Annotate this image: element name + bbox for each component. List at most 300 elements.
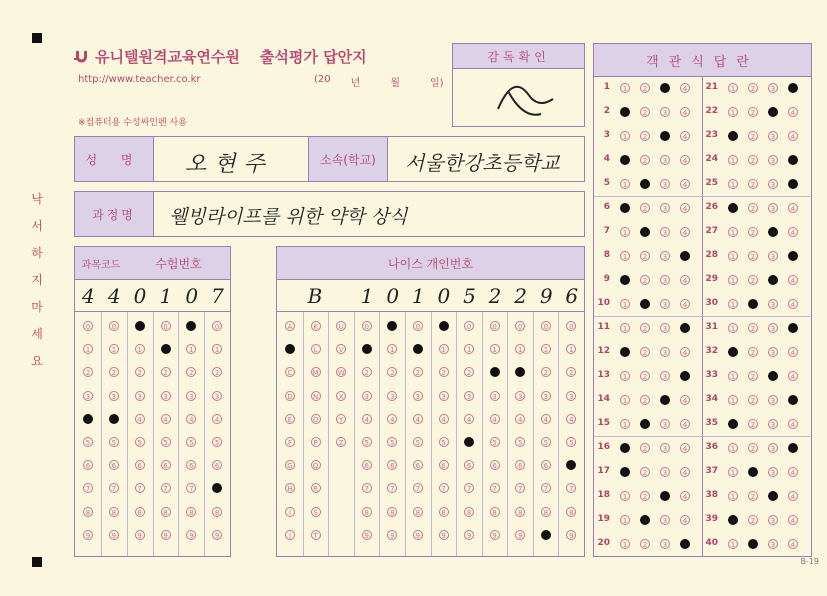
answer-bubble[interactable] xyxy=(620,443,630,453)
answer-bubble[interactable] xyxy=(768,491,778,501)
answer-bubble[interactable] xyxy=(439,321,449,331)
answer-bubble[interactable]: 0 xyxy=(541,321,551,331)
answer-bubble[interactable] xyxy=(680,371,690,381)
answer-bubble[interactable]: 4 xyxy=(680,299,690,309)
answer-bubble[interactable]: C xyxy=(285,367,295,377)
answer-bubble[interactable]: 2 xyxy=(748,419,758,429)
answer-bubble[interactable]: 1 xyxy=(620,131,630,141)
answer-bubble[interactable]: 6 xyxy=(387,460,397,470)
answer-bubble[interactable]: 7 xyxy=(362,483,372,493)
answer-bubble[interactable] xyxy=(680,251,690,261)
answer-bubble[interactable]: 3 xyxy=(135,391,145,401)
answer-bubble[interactable]: 6 xyxy=(490,460,500,470)
answer-bubble[interactable]: D xyxy=(285,391,295,401)
answer-bubble[interactable]: 3 xyxy=(768,131,778,141)
answer-bubble[interactable]: 1 xyxy=(728,491,738,501)
answer-bubble[interactable]: 7 xyxy=(161,483,171,493)
answer-bubble[interactable]: 2 xyxy=(640,275,650,285)
answer-bubble[interactable]: 2 xyxy=(748,443,758,453)
answer-bubble[interactable]: 5 xyxy=(413,437,423,447)
answer-bubble[interactable]: 1 xyxy=(566,344,576,354)
answer-bubble[interactable]: 8 xyxy=(83,507,93,517)
answer-bubble[interactable] xyxy=(566,460,576,470)
answer-bubble[interactable]: 1 xyxy=(620,395,630,405)
answer-bubble[interactable]: 5 xyxy=(490,437,500,447)
answer-bubble[interactable]: 1 xyxy=(728,155,738,165)
answer-bubble[interactable]: 4 xyxy=(680,275,690,285)
answer-bubble[interactable]: 3 xyxy=(660,347,670,357)
answer-bubble[interactable]: 4 xyxy=(680,443,690,453)
answer-bubble[interactable]: 3 xyxy=(768,515,778,525)
answer-bubble[interactable]: 3 xyxy=(768,395,778,405)
answer-bubble[interactable]: 4 xyxy=(680,155,690,165)
answer-bubble[interactable]: 2 xyxy=(640,83,650,93)
answer-bubble[interactable]: 6 xyxy=(439,460,449,470)
answer-bubble[interactable]: 4 xyxy=(788,491,798,501)
answer-bubble[interactable]: 4 xyxy=(788,347,798,357)
answer-bubble[interactable]: 3 xyxy=(660,443,670,453)
answer-bubble[interactable]: T xyxy=(311,530,321,540)
answer-bubble[interactable]: 8 xyxy=(186,507,196,517)
answer-bubble[interactable] xyxy=(788,443,798,453)
answer-bubble[interactable]: 7 xyxy=(541,483,551,493)
answer-bubble[interactable]: 4 xyxy=(161,414,171,424)
answer-bubble[interactable]: 4 xyxy=(439,414,449,424)
answer-bubble[interactable]: 6 xyxy=(135,460,145,470)
answer-bubble[interactable]: 1 xyxy=(728,227,738,237)
answer-bubble[interactable] xyxy=(788,155,798,165)
answer-bubble[interactable] xyxy=(660,131,670,141)
answer-bubble[interactable]: 5 xyxy=(566,437,576,447)
answer-bubble[interactable]: 9 xyxy=(413,530,423,540)
answer-bubble[interactable]: 2 xyxy=(640,131,650,141)
answer-bubble[interactable]: 2 xyxy=(748,515,758,525)
answer-bubble[interactable]: 3 xyxy=(768,539,778,549)
answer-bubble[interactable]: 6 xyxy=(541,460,551,470)
answer-bubble[interactable]: R xyxy=(311,483,321,493)
answer-bubble[interactable]: 4 xyxy=(680,467,690,477)
answer-bubble[interactable]: 3 xyxy=(768,323,778,333)
answer-bubble[interactable]: 3 xyxy=(660,419,670,429)
answer-bubble[interactable]: 9 xyxy=(464,530,474,540)
course-value[interactable]: 웰빙라이프를 위한 약학 상식 xyxy=(169,206,408,228)
answer-bubble[interactable]: 2 xyxy=(362,367,372,377)
answer-bubble[interactable] xyxy=(768,107,778,117)
answer-bubble[interactable]: 0 xyxy=(362,321,372,331)
answer-bubble[interactable]: 8 xyxy=(212,507,222,517)
answer-bubble[interactable]: 8 xyxy=(541,507,551,517)
answer-bubble[interactable]: 5 xyxy=(109,437,119,447)
answer-bubble[interactable]: 3 xyxy=(768,203,778,213)
name-value[interactable]: 오현주 xyxy=(185,152,273,177)
answer-bubble[interactable] xyxy=(620,107,630,117)
answer-bubble[interactable]: 3 xyxy=(768,83,778,93)
answer-bubble[interactable]: 2 xyxy=(640,107,650,117)
answer-bubble[interactable]: 3 xyxy=(660,299,670,309)
answer-bubble[interactable]: 2 xyxy=(748,227,758,237)
answer-bubble[interactable]: 9 xyxy=(490,530,500,540)
answer-bubble[interactable] xyxy=(640,227,650,237)
answer-bubble[interactable]: 0 xyxy=(161,321,171,331)
answer-bubble[interactable]: 1 xyxy=(620,179,630,189)
answer-bubble[interactable]: Q xyxy=(311,460,321,470)
answer-bubble[interactable]: 1 xyxy=(620,251,630,261)
answer-bubble[interactable]: 3 xyxy=(660,323,670,333)
answer-bubble[interactable] xyxy=(748,467,758,477)
answer-bubble[interactable]: 4 xyxy=(788,419,798,429)
answer-bubble[interactable] xyxy=(768,227,778,237)
answer-bubble[interactable] xyxy=(541,530,551,540)
answer-bubble[interactable]: 1 xyxy=(464,344,474,354)
answer-bubble[interactable] xyxy=(788,323,798,333)
answer-bubble[interactable]: 2 xyxy=(186,367,196,377)
answer-bubble[interactable]: 7 xyxy=(135,483,145,493)
answer-bubble[interactable]: S xyxy=(311,507,321,517)
answer-bubble[interactable]: 7 xyxy=(439,483,449,493)
answer-bubble[interactable]: 0 xyxy=(413,321,423,331)
answer-bubble[interactable]: 2 xyxy=(109,367,119,377)
answer-bubble[interactable] xyxy=(186,321,196,331)
answer-bubble[interactable]: 4 xyxy=(680,203,690,213)
answer-bubble[interactable]: 1 xyxy=(728,299,738,309)
answer-bubble[interactable]: 4 xyxy=(387,414,397,424)
answer-bubble[interactable]: 1 xyxy=(135,344,145,354)
answer-bubble[interactable]: 1 xyxy=(212,344,222,354)
answer-bubble[interactable]: 9 xyxy=(362,530,372,540)
answer-bubble[interactable] xyxy=(640,179,650,189)
answer-bubble[interactable]: 9 xyxy=(135,530,145,540)
answer-bubble[interactable]: 4 xyxy=(680,227,690,237)
answer-bubble[interactable]: 7 xyxy=(413,483,423,493)
answer-bubble[interactable]: 3 xyxy=(109,391,119,401)
answer-bubble[interactable]: 1 xyxy=(728,323,738,333)
answer-bubble[interactable]: 1 xyxy=(620,539,630,549)
answer-bubble[interactable]: 1 xyxy=(490,344,500,354)
answer-bubble[interactable] xyxy=(109,414,119,424)
answer-bubble[interactable]: 6 xyxy=(161,460,171,470)
answer-bubble[interactable]: 8 xyxy=(490,507,500,517)
answer-bubble[interactable] xyxy=(748,539,758,549)
answer-bubble[interactable]: 3 xyxy=(660,251,670,261)
answer-bubble[interactable]: 4 xyxy=(788,467,798,477)
answer-bubble[interactable]: 4 xyxy=(515,414,525,424)
answer-bubble[interactable]: 4 xyxy=(135,414,145,424)
answer-bubble[interactable]: 2 xyxy=(748,395,758,405)
answer-bubble[interactable]: 3 xyxy=(768,419,778,429)
answer-bubble[interactable]: U xyxy=(336,321,346,331)
answer-bubble[interactable]: 3 xyxy=(490,391,500,401)
answer-bubble[interactable]: 0 xyxy=(566,321,576,331)
answer-bubble[interactable] xyxy=(788,83,798,93)
answer-bubble[interactable]: 1 xyxy=(515,344,525,354)
answer-bubble[interactable] xyxy=(640,419,650,429)
answer-bubble[interactable]: 2 xyxy=(748,347,758,357)
answer-bubble[interactable]: 2 xyxy=(640,467,650,477)
answer-bubble[interactable] xyxy=(362,344,372,354)
answer-bubble[interactable]: X xyxy=(336,391,346,401)
answer-bubble[interactable]: 9 xyxy=(186,530,196,540)
answer-bubble[interactable]: 1 xyxy=(728,467,738,477)
answer-bubble[interactable] xyxy=(680,539,690,549)
answer-bubble[interactable] xyxy=(768,275,778,285)
answer-bubble[interactable]: 6 xyxy=(515,460,525,470)
answer-bubble[interactable]: 2 xyxy=(135,367,145,377)
answer-bubble[interactable]: 5 xyxy=(135,437,145,447)
answer-bubble[interactable]: 7 xyxy=(566,483,576,493)
answer-bubble[interactable]: 3 xyxy=(768,467,778,477)
answer-bubble[interactable] xyxy=(660,491,670,501)
answer-bubble[interactable]: 2 xyxy=(640,155,650,165)
answer-bubble[interactable]: 9 xyxy=(83,530,93,540)
answer-bubble[interactable]: E xyxy=(285,414,295,424)
answer-bubble[interactable]: 2 xyxy=(748,155,758,165)
answer-bubble[interactable]: 4 xyxy=(788,299,798,309)
answer-bubble[interactable]: 1 xyxy=(541,344,551,354)
answer-bubble[interactable]: 2 xyxy=(640,443,650,453)
answer-bubble[interactable]: 4 xyxy=(490,414,500,424)
answer-bubble[interactable]: 3 xyxy=(768,155,778,165)
answer-bubble[interactable]: 3 xyxy=(660,515,670,525)
answer-bubble[interactable]: 2 xyxy=(748,491,758,501)
answer-bubble[interactable]: 5 xyxy=(387,437,397,447)
answer-bubble[interactable]: 9 xyxy=(439,530,449,540)
answer-bubble[interactable] xyxy=(161,344,171,354)
answer-bubble[interactable] xyxy=(620,467,630,477)
answer-bubble[interactable]: 6 xyxy=(186,460,196,470)
answer-bubble[interactable] xyxy=(620,155,630,165)
answer-bubble[interactable]: 1 xyxy=(728,83,738,93)
answer-bubble[interactable]: 0 xyxy=(515,321,525,331)
answer-bubble[interactable]: 4 xyxy=(680,395,690,405)
answer-bubble[interactable]: 2 xyxy=(640,395,650,405)
answer-bubble[interactable]: 6 xyxy=(362,460,372,470)
answer-bubble[interactable]: 2 xyxy=(83,367,93,377)
answer-bubble[interactable]: 2 xyxy=(640,539,650,549)
answer-bubble[interactable]: 1 xyxy=(728,371,738,381)
answer-bubble[interactable]: 8 xyxy=(109,507,119,517)
answer-bubble[interactable]: 4 xyxy=(362,414,372,424)
answer-bubble[interactable]: 6 xyxy=(83,460,93,470)
answer-bubble[interactable] xyxy=(728,515,738,525)
answer-bubble[interactable] xyxy=(660,395,670,405)
answer-bubble[interactable]: 3 xyxy=(464,391,474,401)
answer-bubble[interactable]: 4 xyxy=(680,347,690,357)
answer-bubble[interactable]: 3 xyxy=(566,391,576,401)
answer-bubble[interactable]: 1 xyxy=(186,344,196,354)
answer-bubble[interactable]: 3 xyxy=(439,391,449,401)
answer-bubble[interactable]: 9 xyxy=(212,530,222,540)
answer-bubble[interactable]: 8 xyxy=(413,507,423,517)
answer-bubble[interactable]: 1 xyxy=(728,443,738,453)
answer-bubble[interactable]: 1 xyxy=(728,251,738,261)
answer-bubble[interactable]: 1 xyxy=(728,179,738,189)
answer-bubble[interactable]: 6 xyxy=(212,460,222,470)
answer-bubble[interactable]: 4 xyxy=(464,414,474,424)
answer-bubble[interactable]: 2 xyxy=(212,367,222,377)
answer-bubble[interactable]: 3 xyxy=(161,391,171,401)
answer-bubble[interactable] xyxy=(387,321,397,331)
answer-bubble[interactable]: 3 xyxy=(212,391,222,401)
answer-bubble[interactable]: 8 xyxy=(439,507,449,517)
answer-bubble[interactable]: 1 xyxy=(620,227,630,237)
answer-bubble[interactable]: 1 xyxy=(83,344,93,354)
answer-bubble[interactable]: 4 xyxy=(680,131,690,141)
answer-bubble[interactable]: Z xyxy=(336,437,346,447)
answer-bubble[interactable]: 1 xyxy=(728,539,738,549)
answer-bubble[interactable]: 3 xyxy=(83,391,93,401)
answer-bubble[interactable]: J xyxy=(285,530,295,540)
answer-bubble[interactable] xyxy=(768,371,778,381)
answer-bubble[interactable] xyxy=(748,299,758,309)
answer-bubble[interactable]: 2 xyxy=(640,371,650,381)
answer-bubble[interactable]: F xyxy=(285,437,295,447)
answer-bubble[interactable]: 3 xyxy=(660,275,670,285)
answer-bubble[interactable]: 2 xyxy=(748,251,758,261)
answer-bubble[interactable]: 5 xyxy=(541,437,551,447)
answer-bubble[interactable] xyxy=(83,414,93,424)
answer-bubble[interactable]: 4 xyxy=(680,179,690,189)
answer-bubble[interactable]: 9 xyxy=(161,530,171,540)
answer-bubble[interactable]: 4 xyxy=(788,515,798,525)
answer-bubble[interactable]: 1 xyxy=(728,107,738,117)
answer-bubble[interactable]: O xyxy=(311,414,321,424)
answer-bubble[interactable]: 5 xyxy=(515,437,525,447)
answer-bubble[interactable]: 3 xyxy=(768,443,778,453)
answer-bubble[interactable]: 4 xyxy=(680,83,690,93)
answer-bubble[interactable]: P xyxy=(311,437,321,447)
answer-bubble[interactable]: 3 xyxy=(660,179,670,189)
answer-bubble[interactable]: 4 xyxy=(541,414,551,424)
answer-bubble[interactable]: 2 xyxy=(464,367,474,377)
answer-bubble[interactable]: 6 xyxy=(109,460,119,470)
answer-bubble[interactable]: 3 xyxy=(413,391,423,401)
affiliation-value[interactable]: 서울한강초등학교 xyxy=(405,151,560,175)
answer-bubble[interactable]: 3 xyxy=(660,107,670,117)
answer-bubble[interactable]: 0 xyxy=(464,321,474,331)
answer-bubble[interactable]: 4 xyxy=(566,414,576,424)
answer-bubble[interactable]: 4 xyxy=(788,227,798,237)
answer-bubble[interactable]: 1 xyxy=(620,419,630,429)
answer-bubble[interactable]: 2 xyxy=(748,107,758,117)
answer-bubble[interactable]: 3 xyxy=(515,391,525,401)
answer-bubble[interactable]: V xyxy=(336,344,346,354)
answer-bubble[interactable]: 9 xyxy=(109,530,119,540)
answer-bubble[interactable]: 5 xyxy=(186,437,196,447)
answer-bubble[interactable]: 1 xyxy=(109,344,119,354)
answer-bubble[interactable]: 7 xyxy=(109,483,119,493)
answer-bubble[interactable]: 3 xyxy=(387,391,397,401)
answer-bubble[interactable]: I xyxy=(285,507,295,517)
answer-bubble[interactable]: 7 xyxy=(515,483,525,493)
answer-bubble[interactable]: 8 xyxy=(387,507,397,517)
answer-bubble[interactable]: 0 xyxy=(212,321,222,331)
answer-bubble[interactable]: 1 xyxy=(620,299,630,309)
answer-bubble[interactable]: 3 xyxy=(768,179,778,189)
answer-bubble[interactable]: 3 xyxy=(660,203,670,213)
answer-bubble[interactable] xyxy=(620,275,630,285)
answer-bubble[interactable]: 4 xyxy=(680,491,690,501)
answer-bubble[interactable]: 5 xyxy=(362,437,372,447)
answer-bubble[interactable]: L xyxy=(311,344,321,354)
answer-bubble[interactable]: 2 xyxy=(439,367,449,377)
answer-bubble[interactable]: 7 xyxy=(490,483,500,493)
answer-bubble[interactable] xyxy=(728,347,738,357)
answer-bubble[interactable]: 8 xyxy=(566,507,576,517)
answer-bubble[interactable]: 4 xyxy=(680,515,690,525)
answer-bubble[interactable] xyxy=(728,419,738,429)
answer-bubble[interactable]: 1 xyxy=(620,515,630,525)
answer-bubble[interactable]: 1 xyxy=(620,491,630,501)
answer-bubble[interactable]: 7 xyxy=(464,483,474,493)
answer-bubble[interactable]: 4 xyxy=(212,414,222,424)
answer-bubble[interactable]: 3 xyxy=(186,391,196,401)
answer-bubble[interactable]: 2 xyxy=(566,367,576,377)
answer-bubble[interactable]: 5 xyxy=(161,437,171,447)
answer-bubble[interactable] xyxy=(640,299,650,309)
answer-bubble[interactable]: N xyxy=(311,391,321,401)
answer-bubble[interactable]: 4 xyxy=(788,107,798,117)
answer-bubble[interactable]: H xyxy=(285,483,295,493)
answer-bubble[interactable]: 4 xyxy=(186,414,196,424)
answer-bubble[interactable] xyxy=(788,179,798,189)
answer-bubble[interactable]: 9 xyxy=(515,530,525,540)
answer-bubble[interactable]: 2 xyxy=(640,491,650,501)
answer-bubble[interactable]: 7 xyxy=(83,483,93,493)
answer-bubble[interactable]: 5 xyxy=(83,437,93,447)
answer-bubble[interactable] xyxy=(788,251,798,261)
answer-bubble[interactable]: G xyxy=(285,460,295,470)
answer-bubble[interactable] xyxy=(640,515,650,525)
answer-bubble[interactable]: 3 xyxy=(768,251,778,261)
answer-bubble[interactable]: 1 xyxy=(728,395,738,405)
answer-bubble[interactable] xyxy=(515,367,525,377)
answer-bubble[interactable]: 5 xyxy=(212,437,222,447)
answer-bubble[interactable] xyxy=(620,347,630,357)
answer-bubble[interactable]: 2 xyxy=(387,367,397,377)
answer-bubble[interactable]: 3 xyxy=(768,347,778,357)
answer-bubble[interactable]: 4 xyxy=(680,419,690,429)
answer-bubble[interactable]: 8 xyxy=(362,507,372,517)
answer-bubble[interactable]: 4 xyxy=(788,131,798,141)
answer-bubble[interactable]: M xyxy=(312,369,319,378)
answer-bubble[interactable]: 6 xyxy=(464,460,474,470)
answer-bubble[interactable]: 3 xyxy=(660,467,670,477)
answer-bubble[interactable]: 2 xyxy=(748,323,758,333)
answer-bubble[interactable]: 9 xyxy=(566,530,576,540)
answer-bubble[interactable]: 3 xyxy=(660,227,670,237)
answer-bubble[interactable]: 8 xyxy=(515,507,525,517)
answer-bubble[interactable]: 6 xyxy=(413,460,423,470)
answer-bubble[interactable]: 1 xyxy=(620,371,630,381)
answer-bubble[interactable]: 2 xyxy=(748,371,758,381)
answer-bubble[interactable]: A xyxy=(285,321,295,331)
answer-bubble[interactable] xyxy=(490,367,500,377)
answer-bubble[interactable]: W xyxy=(337,369,345,378)
answer-bubble[interactable]: 3 xyxy=(362,391,372,401)
answer-bubble[interactable]: 3 xyxy=(768,299,778,309)
answer-bubble[interactable]: 3 xyxy=(541,391,551,401)
answer-bubble[interactable]: 9 xyxy=(387,530,397,540)
answer-bubble[interactable]: 2 xyxy=(640,323,650,333)
answer-bubble[interactable]: 5 xyxy=(439,437,449,447)
answer-bubble[interactable]: 0 xyxy=(109,321,119,331)
answer-bubble[interactable] xyxy=(728,203,738,213)
answer-bubble[interactable]: 2 xyxy=(748,275,758,285)
answer-bubble[interactable]: 2 xyxy=(161,367,171,377)
answer-bubble[interactable]: 2 xyxy=(748,131,758,141)
answer-bubble[interactable] xyxy=(728,131,738,141)
answer-bubble[interactable]: 1 xyxy=(620,323,630,333)
